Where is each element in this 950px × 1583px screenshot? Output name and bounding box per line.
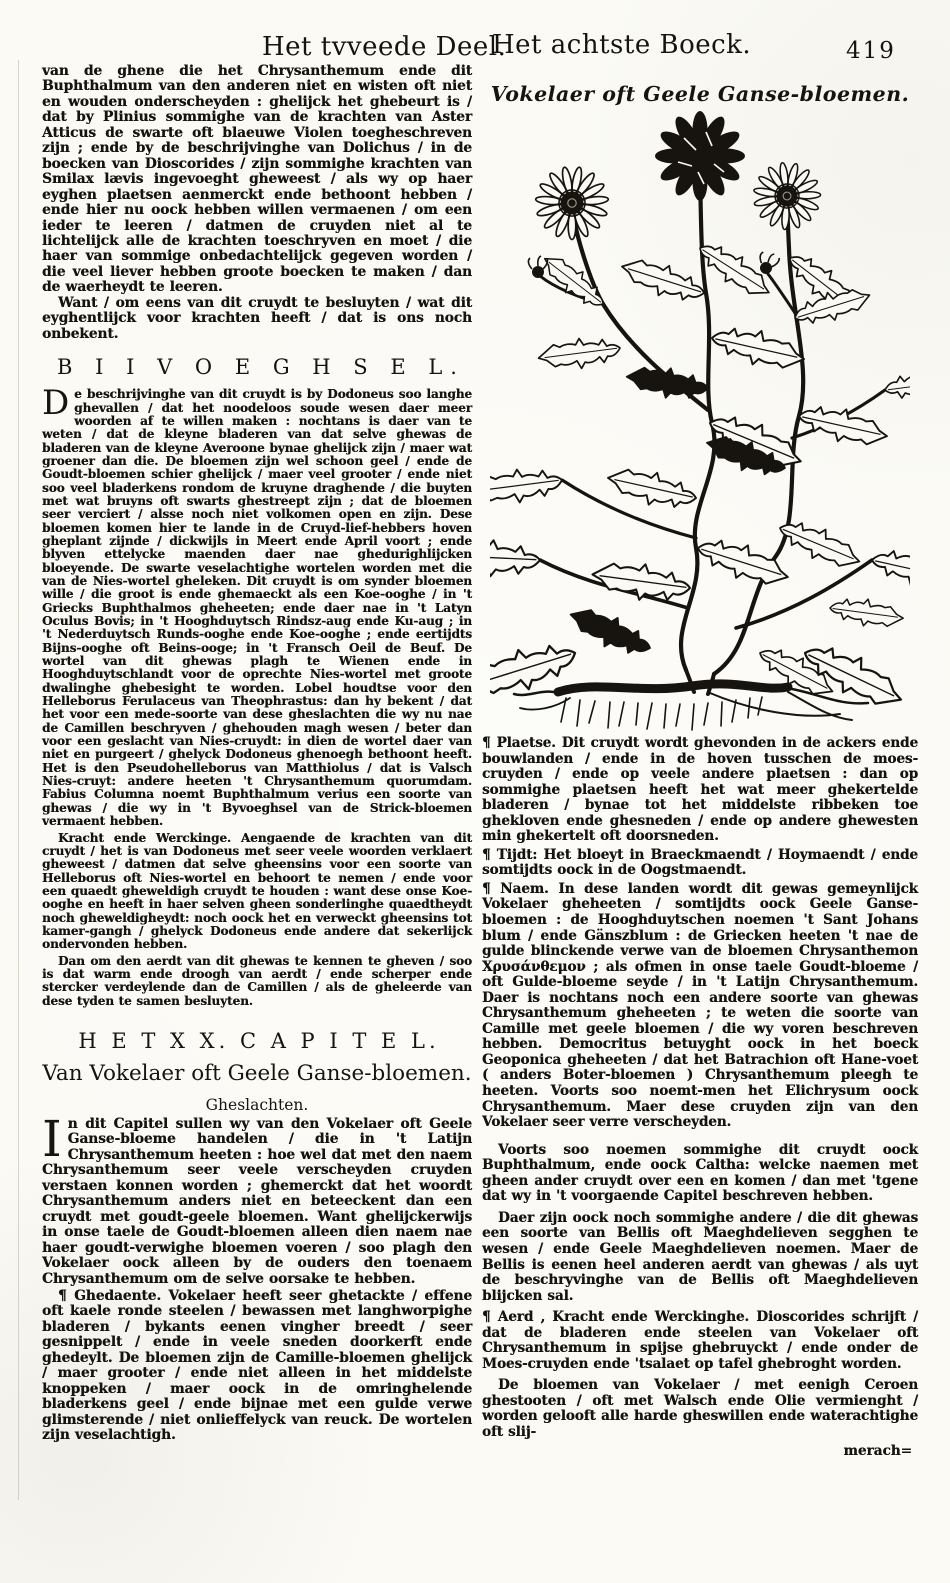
flower-left <box>529 160 616 247</box>
flower-top-pompom <box>655 111 745 201</box>
page-number: 419 <box>846 38 896 64</box>
leaves <box>490 234 910 718</box>
want-paragraph: Want / om eens van dit cruydt te besluyten / wat dit eyghentlijck voor krachten heeft / dat is ons noch onbekent. <box>42 294 472 342</box>
buphthalmum-paragraph: Voorts soo noemen sommighe dit cruydt oock Buphthalmum, ende oock Caltha: welcke naemen met gheen ander cruydt over een en komen / dan met 'tgene dat wy in 't voorgaende Capitel beschreven hebben. <box>482 1141 918 1205</box>
flower-bud-right <box>755 250 780 277</box>
intro-paragraph: van de ghene die het Chrysanthemum ende dit Buphthalmum van den anderen niet en wisten oft niet en wouden onderscheyden : ghelijck het ghebeurt is / dat by Plinius sommighe van de krachten van Aster Atticus de swarte oft blaeuwe Violen toegheschreven zijn ; ende by de beschrijvinghe van Dolichus / in de boecken van Dioscorides / zijn sommighe krachten van Smilax lævis ingevoeght gheweest / als wy op haer eyghen plaetsen aenmerckt ende bethoont hebben / ende hier nu oock hebben willen vermaenen / om een ieder te leeren / datmen de cruyden niet al te lichtelijck alle de krachten toeschryven en moet / die haer van sommige onbedachtelijck gegeven worden / die veel liever hebben groote boecken te maken / dan de waerheydt te leeren. <box>42 63 472 296</box>
bellis-paragraph: Daer zijn oock noch sommighe andere / die dit ghewas een soorte van Bellis oft Maeghdelieven segghen te wesen / ende Geele Maeghdelieven noemen. Maer de Bellis is eenen heel anderen aerdt van ghewas / als uyt de beschryvinghe van de Bellis oft Maeghdelieven blijcken sal. <box>482 1209 918 1304</box>
flower-right <box>749 158 825 234</box>
left-column <box>42 64 472 1443</box>
figure-caption: Vokelaer oft Geele Ganse-bloemen. <box>490 82 910 106</box>
woodcut-illustration <box>490 108 910 736</box>
ghedaente-paragraph: ¶ Ghedaente. Vokelaer heeft seer ghetackte / effene oft kaele ronde steelen / bewassen met langhworpighe bladeren / bykants eenen vingher breedt / seer gesnippelt / ende in veele sneden doorkerft ende ghedeylt. De bloemen zijn de Camille-bloemen ghelijck / maer grooter / ende niet alleen in het middelste knoppeken / maer oock in de omringhelende bladerkens geel / ende bijnae met een gulde verwe glimsterende / niet onlieffelyck van reuck. De wortelen zijn veselachtigh. <box>42 1287 472 1444</box>
bloemen-paragraph: De bloemen van Vokelaer / met eenigh Ceroen ghestooten / oft met Walsch ende Olie vermienght / worden gelooft alle harde gheswillen ende waterachtighe oft slij- <box>482 1377 918 1440</box>
catchword: merach= <box>843 1442 912 1459</box>
gheslachten-heading: Gheslachten. <box>205 1095 309 1114</box>
chapter-subheading: Van Vokelaer oft Geele Ganse-bloemen. <box>42 1060 472 1086</box>
running-header-left: Het tvveede Deel. <box>262 32 507 62</box>
page-edge-line <box>18 60 19 1500</box>
aerdt-paragraph: Dan om den aerdt van dit ghewas te kennen te gheven / soo is dat warm ende droogh van aerdt / ende scherper ende stercker verdeylende dan de Camillen / als de gheleerde van dese tyden te samen besluyten. <box>42 953 472 1008</box>
aerd-kracht-paragraph: ¶ Aerd , Kracht ende Werckinghe. Dioscorides schrijft / dat de bladeren ende steelen van Vokelaer oft Chrysanthemum in spijse ghebruyckt / ende onder de Moes-cruyden ende 'tsalaet op tafel ghebroght worden. <box>482 1309 918 1372</box>
bijvoeghsel-paragraph: De beschrijvinghe van dit cruydt is by Dodoneus soo langhe ghevallen / dat het noodeloos soude wesen daer meer woorden af te willen maken : nochtans is daer van te weten / dat de kleyne bladeren van dat selve ghewas de bladeren van de kleyne Averoone bynae ghelijck zijn / maer wat groener dan die. De bloemen zijn wel schoon geel / ende de Goudt-bloemen schier ghelijck / maer veel grooter / ende niet soo veel bladerkens rondom de kruyne draghende / die buyten met wat bruyns oft swarts ghestreept zijn ; dat de bloemen seer verciert / alsse noch niet volkomen open en zijn. Dese bloemen komen hier te lande in de Cruyd-lief-hebbers hoven gheplant zijnde / dickwijls in Meert ende April voort ; ende blyven ettelycke maenden daer nae ghedurighlijcken bloeyende. De swarte veselachtighe wortelen worden met die van de Nies-wortel gheleken. Dit cruydt is om synder bloemen wille / die groot is ende ghemaeckt als een Koe-ooghe / in 't Griecks Buphthalmos gheheeten; ende daer nae in 't Latyn Oculus Bovis; in 't Hooghduytsch Rindsz-aug ende Ku-aug ; in 't Nederduytsch Runds-ooghe ende Koe-ooghe ; ende eertijdts Bijns-ooghe oft Beins-ooge; in 't Fransch Oeil de Beuf. De wortel van dit ghewas plagh te Wienen ende in Hooghduytschlandt voor de oprechte Nies-wortel met groote dwalinghe ghebesight te worden. Lobel houdtse voor den Helleborus Ferulaceus van Theophrastus: dan hy bekent / dat het voor een mede-soorte van dese gheslachten die wy nu nae de Camillen beschryven / ghehouden magh wesen / beter dan voor een geslacht van Nies-cruydt: in dien de wortel daer van niet en purgeert / ghelyck Dodoneus ghenoegh bethoont heeft. Het is den Pseudohelleborus van Matthiolus / dat is Valsch Nies-cruyt: andere heeten 't Chrysanthemum quorumdam. Fabius Columna noemt Buphthalmum verius een soorte van ghewas / die wy in 't Byvoeghsel van de Strick-bloemen vermaent hebben. <box>42 383 472 829</box>
tijdt-paragraph: ¶ Tijdt: Het bloeyt in Braeckmaendt / Hoymaendt / ende somtijdts oock in de Oogstmaendt. <box>482 846 918 879</box>
plaetse-paragraph: ¶ Plaetse. Dit cruydt wordt ghevonden in de ackers ende bouwlanden / ende in de hoven tusschen de moes-cruyden / ende op veele andere plaetsen : dan op sommighe plaetsen heeft het wat meer ghekertelde bladeren / bynae tot het middelste ribbeken toe ghekloven ende ghesneden / ende op andere ghewesten min ghekertelt oft doorsneden. <box>482 735 918 845</box>
bijvoeghsel-heading: B I I V O E G H S E L. <box>57 355 465 380</box>
naem-paragraph: ¶ Naem. In dese landen wordt dit gewas gemeynlijck Vokelaer gheheeten / somtijdts oock Geele Ganse-bloemen : de Hooghduytschen noemen 't Sant Johans blum / ende Gänszblum : de Griecken heeten 't nae de gulde blinckende verwe van de bloemen Chrysanthemon Χρυσάνθεμον ; als ofmen in onse taele Goudt-bloeme / oft Gulde-bloeme seyde / in 't Latijn Chrysanthemum. Daer is nochtans noch een andere soorte van ghewas Chrysanthemum gheheeten ; te weten die soorte van Camille met geele bloemen / die wy voren beschreven hebben. Democritus betuyght oock in het boeck Geoponica gheheeten / dat het Batrachion oft Hane-voet ( anders Boter-bloemen ) Chrysanthemum pleegh te heeten. Voorts soo noemt-men het Elichrysum oock Chrysanthemum. Maer dese cruyden zijn van den Vokelaer seer verre verscheyden. <box>482 880 918 1131</box>
right-column <box>482 82 918 1459</box>
running-header-right: Het achtste Boeck. <box>492 30 752 60</box>
kracht-werckinge-paragraph: Kracht ende Werckinge. Aengaende de krachten van dit cruydt / het is van Dodoneus met seer veele woorden verklaert gheweest / datmen dat selve gheensins voor een soorte van Helleborus oft Nies-wortel en behoort te nemen / ende voor een quaedt gheweldigh cruydt te houden : want dese onse Koe-ooghe en heeft in haer selven gheen sonderlinghe quaedtheydt noch gheweldigheydt: noch oock het en verweckt gheensins tot kamer-gangh / ghelyck Dodoneus ende andere dat sekerlijck ondervonden hebben. <box>42 830 472 952</box>
chapter-intro-paragraph: In dit Capitel sullen wy van den Vokelaer oft Geele Ganse-bloeme handelen / die in 't Latijn Chrysanthemum heeten : hoe wel dat met den naem Chrysanthemum seer veele verscheyden cruyden verstaen konnen worden ; ghemerckt dat het woordt Chrysanthemum anders niet en beteeckent dan een cruydt met goudt-geele bloemen. Want ghelijckerwijs in onse taele de Goudt-bloemen alleen dien naem nae haer goudt-verwighe bloemen voeren / soo plagh den Vokelaer oock alleen by de ouders den toenaem Chrysanthemum om de selve oorsake te hebben. <box>42 1109 472 1287</box>
chapter-heading: H E T X X. C A P I T E L. <box>78 1028 440 1053</box>
